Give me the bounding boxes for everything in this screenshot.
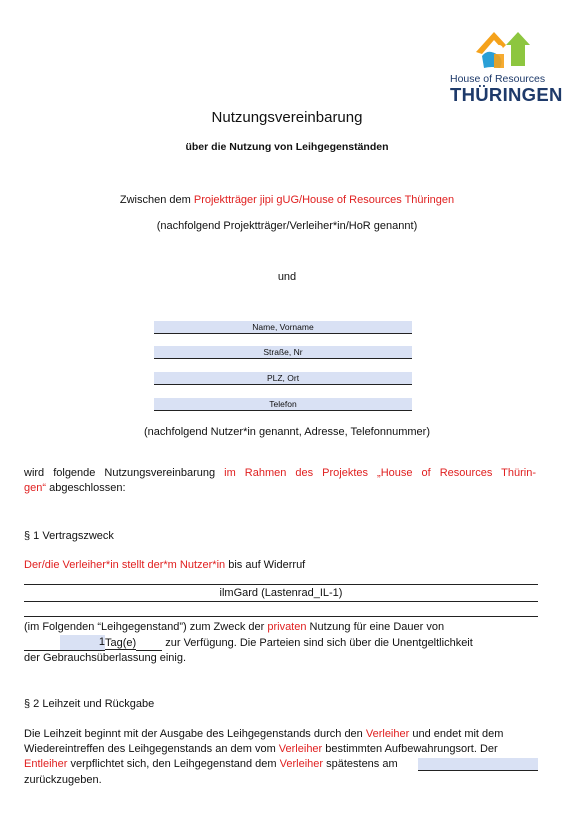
rule-line xyxy=(24,601,538,602)
section2-l1-b: und endet mit dem xyxy=(409,728,504,740)
section1-lender-text: Der/die Verleiher*in stellt der*m Nutzer*in xyxy=(24,559,226,571)
section2-l3-b: spätestens am xyxy=(323,758,398,770)
section2-heading: § 2 Leihzeit und Rückgabe xyxy=(24,698,155,710)
section2-line4: zurückzugeben. xyxy=(24,774,102,786)
section2-l2-lender: Verleiher xyxy=(278,743,323,755)
logo-text-line1: House of Resources xyxy=(450,73,546,85)
section2-l3-a: verpflichtet sich, den Leihgegenstand dem xyxy=(67,758,280,770)
agreement-paragraph xyxy=(24,466,544,496)
section1-p3: der Gebrauchsüberlassung einig. xyxy=(24,652,187,664)
between-party: Projektträger jipi gUG/House of Resources Thüringen xyxy=(193,194,455,206)
section1-heading: § 1 Vertragszweck xyxy=(24,530,114,542)
document-subtitle: über die Nutzung von Leihgegenständen xyxy=(185,141,389,153)
section1-p1 xyxy=(24,620,444,635)
logo-text-line2: THÜRINGEN xyxy=(450,84,563,105)
section2-l1-lender: Verleiher xyxy=(365,728,410,740)
rule-line xyxy=(24,616,538,617)
phone-field[interactable]: Telefon xyxy=(154,398,412,411)
duration-unit: Tag(e) xyxy=(105,637,137,649)
street-field[interactable]: Straße, Nr xyxy=(154,346,412,359)
fields-note: (nachfolgend Nutzer*in genannt, Adresse, Telefonnummer) xyxy=(144,426,430,438)
section2-line1 xyxy=(24,727,503,742)
between-note: (nachfolgend Projektträger/Verleiher*in/HoR genannt) xyxy=(156,220,418,232)
section2-line2 xyxy=(24,742,498,757)
name-field[interactable]: Name, Vorname xyxy=(154,321,412,334)
duration-value-field[interactable]: 1 xyxy=(60,635,105,651)
rule-line xyxy=(24,584,538,585)
section2-l2-b: bestimmten Aufbewahrungsort. Der xyxy=(322,743,498,755)
zip-city-field[interactable]: PLZ, Ort xyxy=(154,372,412,385)
section1-p2 xyxy=(24,635,473,651)
agreement-suffix: abgeschlossen: xyxy=(46,482,126,494)
duration-blank xyxy=(136,639,162,651)
section1-p1-b: Nutzung für eine Dauer von xyxy=(306,621,445,633)
agreement-prefix: wird folgende Nutzungsvereinbarung xyxy=(24,467,225,479)
agreement-red2: gen“ xyxy=(24,482,47,494)
return-date-field[interactable] xyxy=(418,758,538,771)
section1-line xyxy=(24,558,305,573)
und-text: und xyxy=(277,271,297,283)
section2-l3-borrower: Entleiher xyxy=(24,758,68,770)
section1-p1-a: (im Folgenden “Leihgegenstand”) zum Zweck der xyxy=(24,621,268,633)
section1-p1-private: privaten xyxy=(267,621,307,633)
section2-l1-a: Die Leihzeit beginnt mit der Ausgabe des Leihgegenstands durch den xyxy=(24,728,366,740)
section2-line3 xyxy=(24,757,398,772)
section1-revocation-text: bis auf Widerruf xyxy=(225,559,306,571)
section2-l3-lender: Verleiher xyxy=(279,758,324,770)
document-title: Nutzungsvereinbarung xyxy=(211,109,363,126)
section1-p2-text: zur Verfügung. Die Parteien sind sich über die Unentgeltlichkeit xyxy=(162,637,473,649)
between-line xyxy=(0,193,574,208)
agreement-red1: im Rahmen des Projektes „House of Resources Thürin- xyxy=(224,467,536,479)
section2-l2-a: Wiedereintreffen des Leihgegenstands an dem vom xyxy=(24,743,279,755)
between-prefix: Zwischen dem xyxy=(119,194,194,206)
duration-blank xyxy=(24,639,60,651)
item-field[interactable]: ilmGard (Lastenrad_IL-1) xyxy=(219,587,343,599)
